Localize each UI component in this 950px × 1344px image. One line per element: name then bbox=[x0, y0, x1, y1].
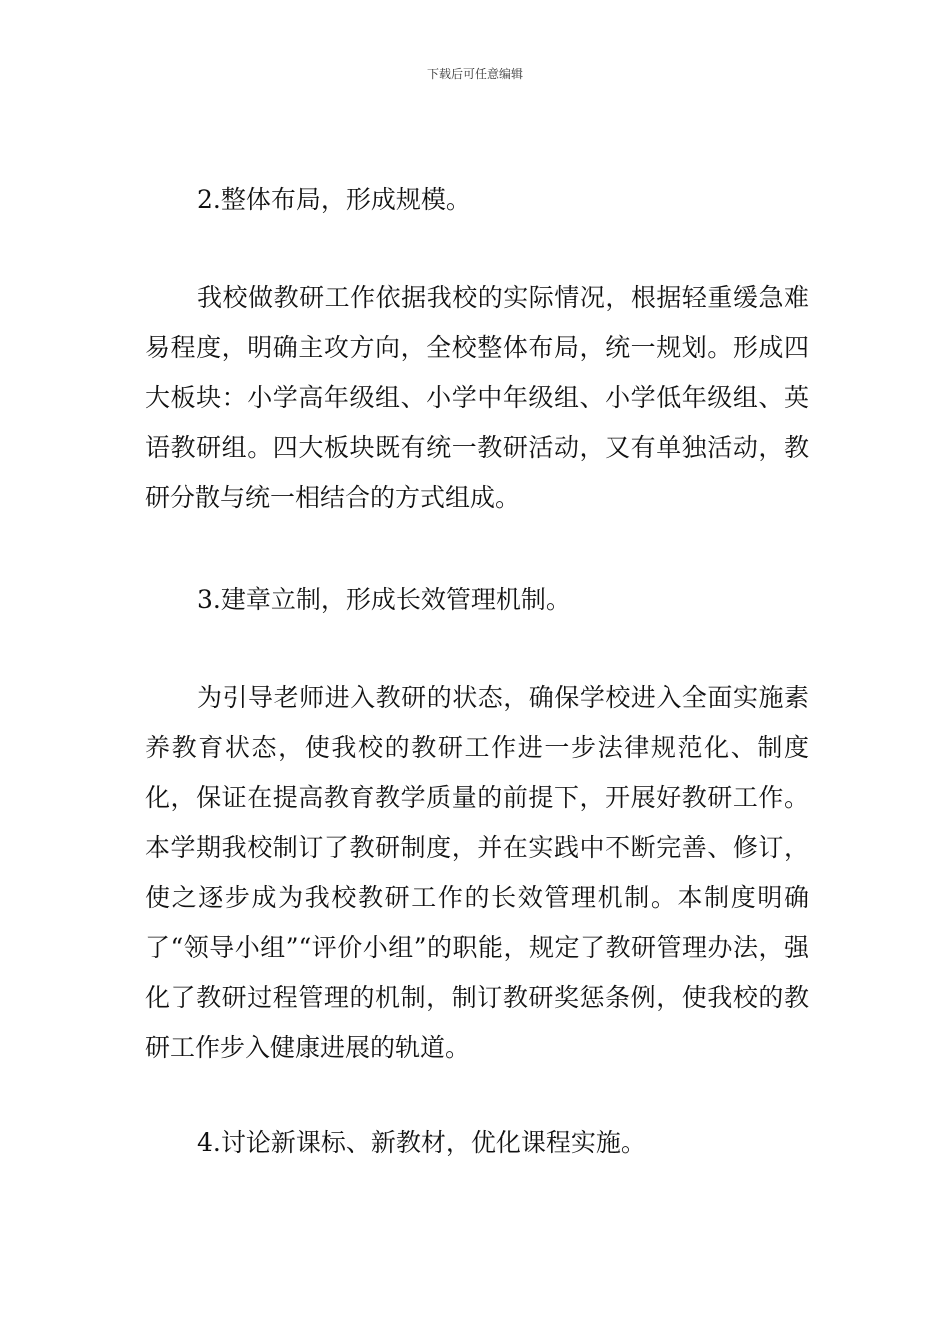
page-header-note: 下载后可任意编辑 bbox=[426, 67, 523, 81]
section-heading-3: 3.建章立制，形成长效管理机制。 bbox=[197, 585, 571, 614]
paragraph-management-system: 为引导老师进入教研的状态，确保学校进入全面实施素养教育状态，使我校的教研工作进一步法律规范化、制度化，保证在提高教育教学质量的前提下，开展好教研工作。本学期我校制订了教研制度，并在实践中不断完善、修订，使之逐步成为我校教研工作的长效管理机制。本制度明确了“领导小组”“评价小组”的职能，规定了教研管理办法，强化了教研过程管理的机制，制订教研奖惩条例，使我校的教研工作步入健康进展的轨道。 bbox=[145, 683, 809, 1062]
section-heading-4: 4.讨论新课标、新教材，优化课程实施。 bbox=[197, 1128, 646, 1157]
paragraph-layout-plan: 我校做教研工作依据我校的实际情况，根据轻重缓急难易程度，明确主攻方向，全校整体布局，统一规划。形成四大板块：小学高年级组、小学中年级组、小学低年级组、英语教研组。四大板块既有统一教研活动，又有单独活动，教研分散与统一相结合的方式组成。 bbox=[145, 283, 809, 512]
section-heading-2: 2.整体布局，形成规模。 bbox=[197, 185, 471, 214]
